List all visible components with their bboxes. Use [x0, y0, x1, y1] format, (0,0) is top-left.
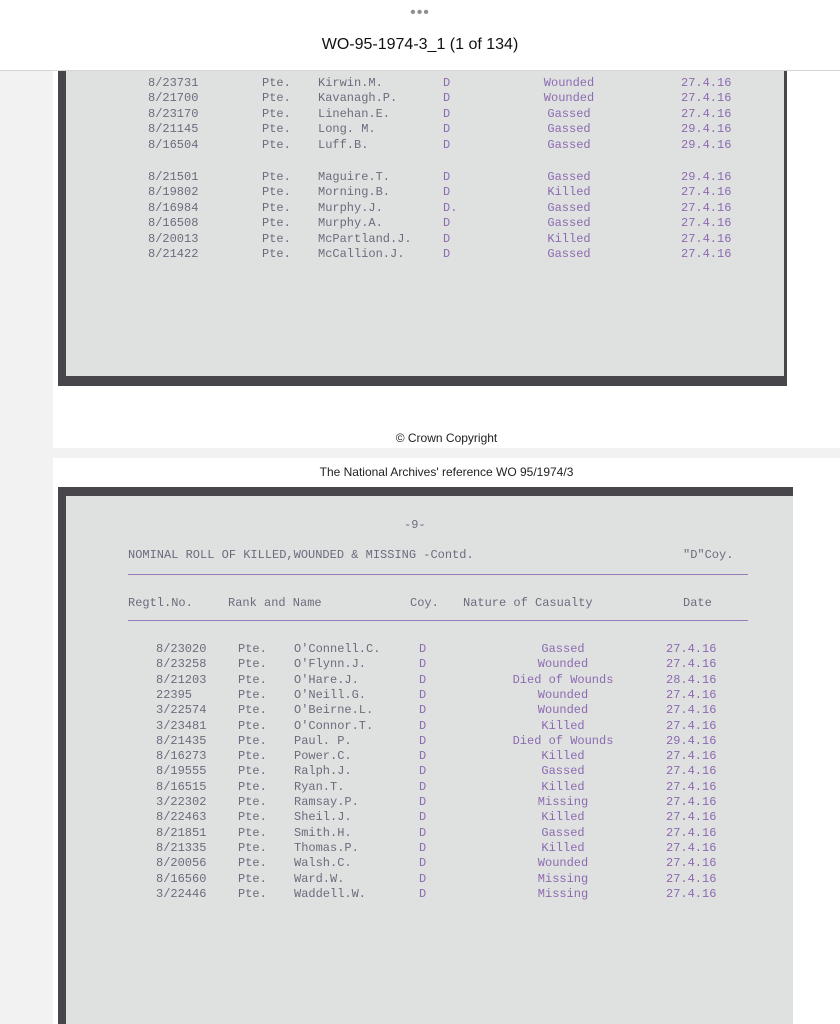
roll-row [66, 856, 793, 871]
roll-row [66, 201, 784, 216]
soldier-name: Thomas.P. [294, 840, 359, 855]
casualty-date: 27.4.16 [666, 687, 717, 702]
viewer-title-bar [0, 0, 840, 71]
rank: Pte. [262, 216, 291, 231]
rank: Pte. [262, 122, 291, 137]
company: D [419, 703, 427, 718]
soldier-name: Ralph.J. [294, 764, 352, 779]
soldier-name: Morning.B. [318, 185, 391, 200]
casualty-nature: Died of Wounds [512, 733, 614, 748]
roll-row [66, 76, 784, 91]
soldier-name: Kavanagh.P. [318, 91, 398, 106]
casualty-date: 27.4.16 [666, 779, 717, 794]
regtl-number: 8/21435 [156, 733, 207, 748]
rank: Pte. [238, 795, 267, 809]
company: D [419, 733, 427, 748]
header-rule-top [128, 574, 748, 575]
regtl-number: 8/16504 [148, 137, 199, 152]
company-label: "D"Coy. [683, 548, 734, 562]
soldier-name: Long. M. [318, 122, 376, 137]
soldier-name: Waddell.W. [294, 886, 367, 901]
roll-row [66, 232, 784, 247]
column-header-nature: Nature of Casualty [463, 596, 593, 610]
soldier-name: Ryan.T. [294, 779, 345, 794]
casualty-date: 27.4.16 [666, 840, 717, 855]
rank: Pte. [262, 170, 291, 184]
regtl-number: 8/21145 [148, 122, 199, 137]
company: D [443, 137, 451, 152]
casualty-nature: Wounded [543, 91, 595, 106]
casualty-nature: Gassed [547, 247, 591, 261]
casualty-nature: Missing [537, 795, 589, 809]
rank: Pte. [238, 718, 267, 733]
company: D [443, 106, 451, 121]
casualty-date: 27.4.16 [666, 871, 717, 886]
roll-row [66, 688, 793, 703]
casualty-nature: Died of Wounds [512, 672, 614, 687]
company: D [443, 76, 451, 90]
roll-row [66, 642, 793, 657]
rank: Pte. [238, 886, 267, 901]
column-header-coy: Coy. [410, 596, 439, 610]
regtl-number: 8/16984 [148, 200, 199, 215]
regtl-number: 3/22574 [156, 703, 207, 718]
roll-row [66, 810, 793, 825]
regtl-number: 8/21335 [156, 840, 207, 855]
company: D [419, 825, 427, 840]
regtl-number: 8/16273 [156, 749, 207, 764]
casualty-nature: Gassed [547, 216, 591, 231]
casualty-nature: Gassed [547, 137, 591, 152]
regtl-number: 8/21851 [156, 825, 207, 840]
company: D [419, 718, 427, 733]
casualty-date: 27.4.16 [666, 810, 717, 825]
header-rule-bottom [128, 620, 748, 621]
soldier-name: Ramsay.P. [294, 795, 359, 809]
roll-row [66, 247, 784, 262]
column-header-rank-name: Rank and Name [228, 596, 322, 610]
casualty-date: 27.4.16 [666, 886, 717, 901]
regtl-number: 8/23170 [148, 106, 199, 121]
casualty-nature: Missing [537, 871, 589, 886]
casualty-nature: Gassed [541, 825, 585, 840]
roll-row [66, 216, 784, 231]
soldier-name: Linehan.E. [318, 106, 391, 121]
company: D [443, 231, 451, 246]
casualty-date: 27.4.16 [666, 856, 717, 871]
roll-row [66, 673, 793, 688]
scan-frame [58, 487, 793, 1024]
column-header-date: Date [683, 596, 712, 610]
scanned-document-page [66, 496, 793, 1024]
rank: Pte. [238, 810, 267, 825]
casualty-nature: Gassed [547, 170, 591, 184]
casualty-date: 29.4.16 [681, 137, 732, 152]
roll-row [66, 107, 784, 122]
rank: Pte. [238, 657, 267, 672]
casualty-date: 27.4.16 [681, 91, 732, 106]
casualty-nature: Killed [547, 185, 591, 200]
casualty-nature: Gassed [541, 764, 585, 779]
page-card-1 [53, 60, 840, 448]
roll-row [66, 795, 793, 810]
regtl-number: 3/22302 [156, 795, 207, 809]
company: D. [443, 200, 458, 215]
regtl-number: 3/23481 [156, 718, 207, 733]
roll-row [66, 841, 793, 856]
casualty-nature: Wounded [537, 657, 589, 672]
regtl-number: 8/16515 [156, 779, 207, 794]
soldier-name: McPartland.J. [318, 231, 412, 246]
casualty-nature: Killed [541, 749, 585, 764]
rank: Pte. [262, 231, 291, 246]
roll-row [66, 887, 793, 902]
soldier-name: Luff.B. [318, 137, 369, 152]
soldier-name: McCallion.J. [318, 247, 405, 261]
casualty-date: 27.4.16 [666, 749, 717, 764]
casualty-nature: Missing [537, 886, 589, 901]
roll-row [66, 170, 784, 185]
rank: Pte. [238, 733, 267, 748]
company: D [419, 840, 427, 855]
casualty-nature: Wounded [537, 856, 589, 871]
rank: Pte. [262, 200, 291, 215]
company: D [419, 810, 427, 825]
regtl-number: 8/21700 [148, 91, 199, 106]
casualty-date: 29.4.16 [666, 733, 717, 748]
soldier-name: O'Neill.G. [294, 687, 367, 702]
soldier-name: Murphy.J. [318, 200, 383, 215]
rank: Pte. [238, 687, 267, 702]
casualty-nature: Gassed [547, 200, 591, 215]
soldier-name: Sheil.J. [294, 810, 352, 825]
roll-row [66, 780, 793, 795]
document-title: WO-95-1974-3_1 (1 of 134) [321, 36, 519, 53]
roll-heading: NOMINAL ROLL OF KILLED,WOUNDED & MISSING -Contd. [128, 548, 474, 562]
rank: Pte. [238, 749, 267, 764]
column-header-regtl-no: Regtl.No. [128, 596, 193, 610]
casualty-date: 27.4.16 [681, 247, 732, 261]
rank: Pte. [238, 856, 267, 871]
company: D [443, 122, 451, 137]
casualty-nature: Killed [541, 718, 585, 733]
casualty-nature: Killed [541, 779, 585, 794]
company: D [419, 642, 427, 656]
regtl-number: 8/16508 [148, 216, 199, 231]
company: D [419, 779, 427, 794]
casualty-date: 29.4.16 [681, 170, 732, 184]
casualty-nature: Killed [547, 231, 591, 246]
casualty-nature: Killed [541, 840, 585, 855]
casualty-date: 27.4.16 [681, 106, 732, 121]
roll-row [66, 122, 784, 137]
rank: Pte. [262, 76, 291, 90]
casualty-nature: Gassed [547, 122, 591, 137]
regtl-number: 8/23020 [156, 642, 207, 656]
company: D [419, 856, 427, 871]
casualty-date: 27.4.16 [666, 764, 717, 779]
company: D [419, 764, 427, 779]
soldier-name: Murphy.A. [318, 216, 383, 231]
casualty-date: 27.4.16 [666, 795, 717, 809]
rank: Pte. [262, 247, 291, 261]
company: D [419, 749, 427, 764]
copyright-notice: © Crown Copyright [395, 431, 498, 445]
casualty-date: 27.4.16 [681, 231, 732, 246]
scan-frame [58, 60, 787, 386]
more-options-icon[interactable]: ••• [410, 4, 430, 21]
regtl-number: 8/19802 [148, 185, 199, 200]
roll-row [66, 872, 793, 887]
casualty-date: 27.4.16 [666, 657, 717, 672]
soldier-name: Smith.H. [294, 825, 352, 840]
roll-row [66, 703, 793, 718]
rank: Pte. [262, 91, 291, 106]
company: D [443, 185, 451, 200]
company: D [443, 91, 451, 106]
regtl-number: 8/16560 [156, 871, 207, 886]
rank: Pte. [238, 779, 267, 794]
company: D [419, 871, 427, 886]
roll-row [66, 749, 793, 764]
rank: Pte. [262, 137, 291, 152]
roll-row [66, 657, 793, 672]
soldier-name: O'Connor.T. [294, 718, 374, 733]
soldier-name: Maguire.T. [318, 170, 391, 184]
company: D [419, 687, 427, 702]
company: D [443, 170, 451, 184]
regtl-number: 8/21422 [148, 247, 199, 261]
soldier-name: Power.C. [294, 749, 352, 764]
roll-row [66, 91, 784, 106]
rank: Pte. [238, 871, 267, 886]
soldier-name: Ward.W. [294, 871, 345, 886]
regtl-number: 3/22446 [156, 886, 207, 901]
regtl-number: 8/20013 [148, 231, 199, 246]
archive-reference: The National Archives' reference WO 95/1974/3 [319, 465, 574, 479]
roll-row [66, 138, 784, 153]
regtl-number: 8/23258 [156, 657, 207, 672]
casualty-date: 27.4.16 [681, 76, 732, 90]
roll-row [66, 826, 793, 841]
company: D [419, 672, 427, 687]
casualty-nature: Wounded [537, 687, 589, 702]
casualty-date: 27.4.16 [681, 185, 732, 200]
company: D [419, 795, 427, 809]
roll-row [66, 764, 793, 779]
scanned-document-page [66, 60, 784, 376]
casualty-date: 27.4.16 [666, 825, 717, 840]
roll-row [66, 719, 793, 734]
rank: Pte. [262, 185, 291, 200]
casualty-nature: Gassed [547, 106, 591, 121]
page-card-2 [53, 458, 840, 1024]
regtl-number: 8/20056 [156, 856, 207, 871]
soldier-name: O'Flynn.J. [294, 657, 367, 672]
casualty-date: 27.4.16 [681, 200, 732, 215]
roll-row [66, 734, 793, 749]
casualty-date: 29.4.16 [681, 122, 732, 137]
soldier-name: O'Beirne.L. [294, 703, 374, 718]
company: D [443, 216, 451, 231]
casualty-date: 27.4.16 [681, 216, 732, 231]
rank: Pte. [238, 642, 267, 656]
company: D [419, 886, 427, 901]
casualty-date: 27.4.16 [666, 718, 717, 733]
casualty-date: 28.4.16 [666, 672, 717, 687]
rank: Pte. [238, 764, 267, 779]
rank: Pte. [238, 672, 267, 687]
regtl-number: 8/21501 [148, 170, 199, 184]
rank: Pte. [238, 825, 267, 840]
soldier-name: Kirwin.M. [318, 76, 383, 90]
roll-row [66, 185, 784, 200]
regtl-number: 8/23731 [148, 76, 199, 90]
casualty-date: 27.4.16 [666, 703, 717, 718]
page-number: -9- [404, 518, 426, 532]
company: D [443, 247, 451, 261]
casualty-nature: Gassed [541, 642, 585, 656]
regtl-number: 8/22463 [156, 810, 207, 825]
company: D [419, 657, 427, 672]
casualty-date: 27.4.16 [666, 642, 717, 656]
regtl-number: 8/21203 [156, 672, 207, 687]
soldier-name: O'Connell.C. [294, 642, 381, 656]
rank: Pte. [238, 840, 267, 855]
casualty-nature: Wounded [543, 76, 595, 90]
soldier-name: Paul. P. [294, 733, 352, 748]
regtl-number: 22395 [156, 687, 193, 702]
soldier-name: O'Hare.J. [294, 672, 359, 687]
rank: Pte. [238, 703, 267, 718]
soldier-name: Walsh.C. [294, 856, 352, 871]
rank: Pte. [262, 106, 291, 121]
casualty-nature: Wounded [537, 703, 589, 718]
regtl-number: 8/19555 [156, 764, 207, 779]
casualty-nature: Killed [541, 810, 585, 825]
